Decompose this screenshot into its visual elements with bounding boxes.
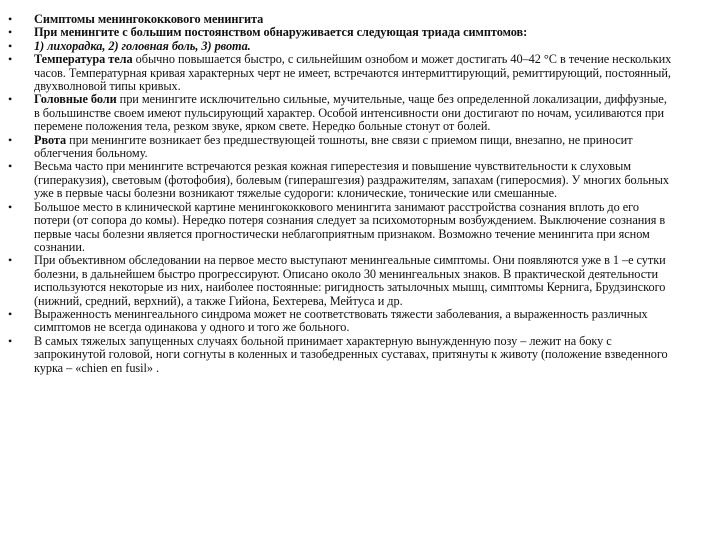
bullet-icon: • [8, 159, 13, 174]
bullet-icon: • [8, 199, 13, 214]
item-text: при менингите исключительно сильные, мучительные, чаще без определенной локализации, диффузные, в большинстве своем имеют пульсирующий характер. Особой интенсивности они достигают по ночам, усиливаются при перемене положения тела, резком звуке, ярком свете. Нередко больные стонут от болей. [34, 92, 667, 134]
bullet-icon: • [8, 52, 13, 67]
list-item [0, 254, 720, 308]
item-heading-text: Температура тела [34, 52, 133, 67]
list-item [0, 335, 720, 375]
item-heading-text: При менингите с большим постоянством обнаруживается следующая триада симптомов: [34, 25, 528, 40]
item-text: Весьма часто при менингите встречаются резкая кожная гиперестезия и повышение чувствительности к слуховым (гиперакузия), световым (фотофобия), болевым (гиперашгезия) раздражителям, запахам (гиперосмия). У многих больных уже в первые часы болезни возникают тяжелые судороги: клонические, тонические или смешанные. [34, 159, 669, 201]
list-item [0, 308, 720, 335]
bullet-icon: • [8, 38, 13, 53]
item-text: при менингите возникает без предшествующей тошноты, вне связи с приемом пищи, внезапно, не приносит облегчения больному. [34, 132, 633, 161]
list-item [0, 13, 720, 26]
bullet-icon: • [8, 25, 13, 40]
item-heading-text: Симптомы менингококкового менингита [34, 12, 264, 26]
bullet-icon: • [8, 12, 13, 26]
item-heading-text: Рвота [34, 132, 67, 147]
bullet-icon: • [8, 253, 13, 268]
item-text: Большое место в клинической картине менингококкового менингита занимают расстройства сознания вплоть до его потери (от сопора до комы). Нередко потеря сознания следует за психомоторным возбуждением. Выключение сознания в первые часы болезни является прогностически неблагоприятным признаком. Возможно течение менингита при ясном сознании. [34, 199, 666, 254]
symptom-list [0, 13, 720, 375]
list-item [0, 201, 720, 255]
item-text: обычно повышается быстро, с сильнейшим ознобом и может достигать 40–42 °С в течение нескольких часов. Температурная кривая характерных черт не имеет, встречаются интермиттирующий, ремиттирующий, постоянный, двухволновой типы кривых. [34, 52, 672, 94]
item-heading-text: 1) лихорадка, 2) головная боль, 3) рвота. [34, 38, 251, 53]
list-item [0, 134, 720, 161]
list-item [0, 40, 720, 53]
list-item [0, 53, 720, 93]
item-heading-text: Головные боли [34, 92, 117, 107]
item-text: Выраженность менингеального синдрома может не соответствовать тяжести заболевания, а выраженность различных симптомов не всегда одинакова у одного и того же больного. [34, 306, 648, 335]
bullet-icon: • [8, 92, 13, 107]
list-item [0, 160, 720, 200]
bullet-icon: • [8, 306, 13, 321]
bullet-icon: • [8, 333, 13, 348]
item-text: В самых тяжелых запущенных случаях больной принимает характерную вынужденную позу – лежит на боку с запрокинутой головой, ноги согнуты в коленных и тазобедренных суставах, притянуты к животу (положение взведенного курка – «chien en fusil» . [34, 333, 668, 375]
item-text: При объективном обследовании на первое место выступают менингеальные симптомы. Они появляются уже в 1 –е сутки болезни, в дальнейшем быстро прогрессируют. Описано около 30 менингеальных знаков. В практической деятельности используются некоторые из них, наиболее постоянные: ригидность затылочных мышц, симптомы Кернига, Брудзинского (нижний, средний, верхний), а также Гийона, Бехтерева, Мейтуса и др. [34, 253, 666, 308]
bullet-icon: • [8, 132, 13, 147]
list-item [0, 93, 720, 133]
list-item [0, 26, 720, 39]
